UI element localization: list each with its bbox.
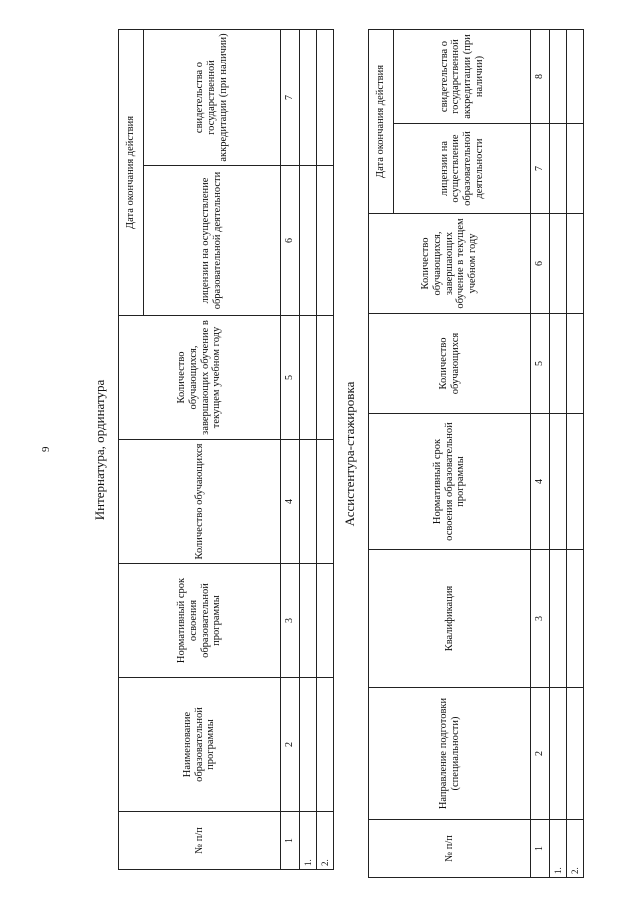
- assistantship-table: [368, 29, 584, 878]
- table-cell: [300, 678, 317, 812]
- table-row: [300, 30, 317, 870]
- header-direction: Направление подготовки (специальности): [369, 688, 531, 820]
- table-cell: [317, 564, 334, 678]
- row-number: 1.: [550, 820, 567, 878]
- header-accreditation: свидетельства о государственной аккредитации (при наличии): [144, 30, 281, 166]
- column-number: 6: [281, 166, 300, 316]
- table-cell: [300, 564, 317, 678]
- table-row: [550, 30, 567, 878]
- table-cell: [550, 414, 567, 550]
- column-number: 4: [531, 414, 550, 550]
- header-program-name: Наименование образовательной программы: [119, 678, 281, 812]
- column-number: 7: [281, 30, 300, 166]
- table-cell: [567, 688, 584, 820]
- column-number: 4: [281, 440, 300, 564]
- table-cell: [317, 316, 334, 440]
- header-students: Количество обучающихся: [119, 440, 281, 564]
- column-number-row: [281, 30, 300, 870]
- table-cell: [567, 124, 584, 214]
- table-cell: [300, 166, 317, 316]
- table-row: [317, 30, 334, 870]
- header-accreditation: свидетельства о государственной аккредитации (при наличии): [394, 30, 531, 124]
- table-cell: [317, 30, 334, 166]
- table-cell: [317, 166, 334, 316]
- table-cell: [567, 314, 584, 414]
- column-number: 1: [281, 812, 300, 870]
- column-number-row: [531, 30, 550, 878]
- table-cell: [550, 214, 567, 314]
- column-number: 8: [531, 30, 550, 124]
- table-cell: [567, 414, 584, 550]
- table-cell: [317, 678, 334, 812]
- internship-table: [118, 29, 334, 870]
- assistantship-section: [340, 30, 580, 878]
- table-cell: [300, 30, 317, 166]
- column-number: 7: [531, 124, 550, 214]
- row-number: 2.: [567, 820, 584, 878]
- assistantship-title: Ассистентура-стажировка: [342, 381, 357, 527]
- column-number: 5: [531, 314, 550, 414]
- table-cell: [567, 550, 584, 688]
- table-cell: [567, 30, 584, 124]
- row-number: 1.: [300, 812, 317, 870]
- column-number: 2: [531, 688, 550, 820]
- header-qualification: Квалификация: [369, 550, 531, 688]
- table-cell: [300, 440, 317, 564]
- header-term: Нормативный срок освоения образовательной программы: [369, 414, 531, 550]
- table-cell: [550, 124, 567, 214]
- header-num: № п/п: [369, 820, 531, 878]
- internship-title: Интернатура, ординатура: [92, 379, 107, 521]
- table-cell: [317, 440, 334, 564]
- table-cell: [550, 314, 567, 414]
- header-graduating: Количество обучающихся, завершающих обучение в текущем учебном году: [119, 316, 281, 440]
- header-term: Нормативный срок освоения образовательной программы: [119, 564, 281, 678]
- header-graduating: Количество обучающихся, завершающих обучение в текущем учебном году: [369, 214, 531, 314]
- row-number: 2.: [317, 812, 334, 870]
- table-cell: [567, 214, 584, 314]
- table-cell: [550, 688, 567, 820]
- column-number: 3: [531, 550, 550, 688]
- header-students: Количество обучающихся: [369, 314, 531, 414]
- internship-section: [90, 30, 330, 870]
- table-cell: [550, 30, 567, 124]
- page-number: 9: [40, 446, 52, 452]
- header-expiry-group: Дата окончания действия: [369, 30, 394, 214]
- header-license: лицензии на осуществление образовательной деятельности: [144, 166, 281, 316]
- table-cell: [550, 550, 567, 688]
- column-number: 1: [531, 820, 550, 878]
- header-expiry-group: Дата окончания действия: [119, 30, 144, 316]
- column-number: 5: [281, 316, 300, 440]
- table-cell: [300, 316, 317, 440]
- column-number: 2: [281, 678, 300, 812]
- table-row: [567, 30, 584, 878]
- header-license: лицензии на осуществление образовательной деятельности: [394, 124, 531, 214]
- header-num: № п/п: [119, 812, 281, 870]
- column-number: 3: [281, 564, 300, 678]
- column-number: 6: [531, 214, 550, 314]
